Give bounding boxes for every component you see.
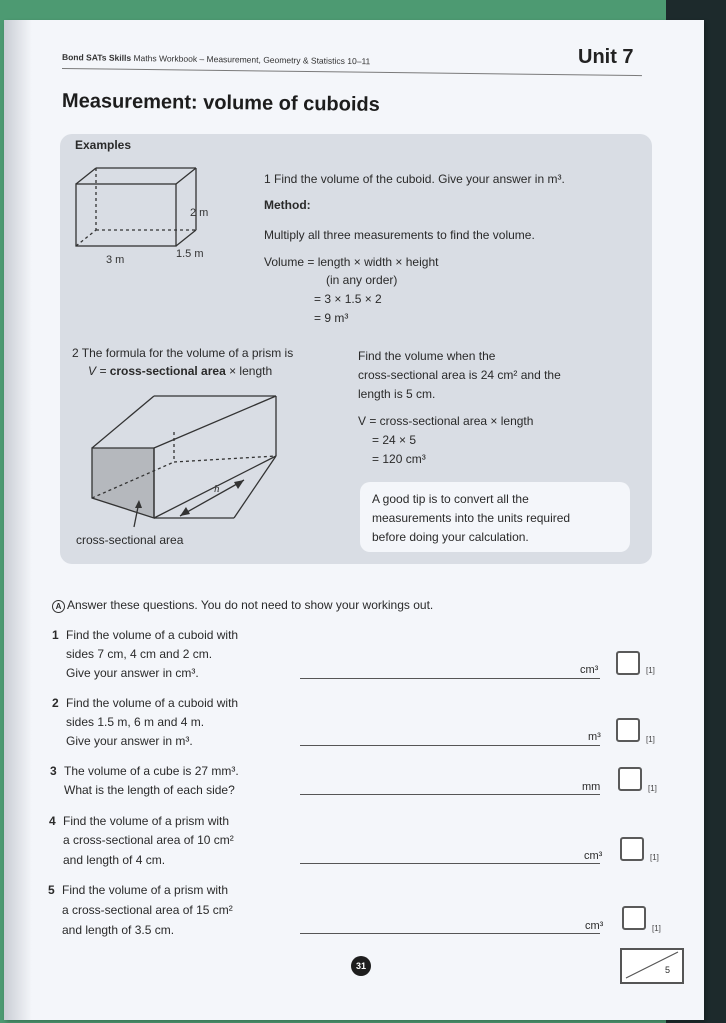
question-4-number: 4 <box>49 814 56 828</box>
unit-label: Unit 7 <box>578 46 634 68</box>
page-number: 31 <box>351 956 371 976</box>
question-3-line-2: What is the length of each side? <box>64 783 235 797</box>
method-label: Method: <box>264 198 311 212</box>
question-3-unit: mm <box>582 781 601 793</box>
question-3-marks: [1] <box>648 784 657 793</box>
question-3-line-1: The volume of a cube is 27 mm³. <box>64 764 239 778</box>
method-text: Multiply all three measurements to find the volume. <box>264 228 535 242</box>
question-1-line-2: sides 7 cm, 4 cm and 2 cm. <box>66 647 213 661</box>
calc-line-2: = 24 × 5 <box>372 433 417 447</box>
mark-box-3[interactable] <box>618 767 642 791</box>
examples-heading: Examples <box>75 138 132 152</box>
question-1-number: 1 <box>52 628 59 642</box>
answer-line-4[interactable] <box>300 863 600 864</box>
prism-formula: V = cross-sectional area × length <box>88 364 273 378</box>
find-line-1: Find the volume when the <box>358 349 496 363</box>
tip-line-1: A good tip is to convert all the <box>372 492 529 506</box>
question-2-unit: m³ <box>588 731 601 743</box>
find-line-3: length is 5 cm. <box>358 387 436 401</box>
question-4-unit: cm³ <box>584 850 603 862</box>
question-2-line-2: sides 1.5 m, 6 m and 4 m. <box>66 715 205 729</box>
answer-line-1[interactable] <box>300 678 600 679</box>
question-5-number: 5 <box>48 883 55 897</box>
find-line-2: cross-sectional area is 24 cm² and the <box>358 368 561 382</box>
question-2-line-1: Find the volume of a cuboid with <box>66 696 239 710</box>
example2-intro: 2 The formula for the volume of a prism is <box>72 346 294 360</box>
mark-box-2[interactable] <box>616 718 640 742</box>
answer-line-2[interactable] <box>300 745 600 746</box>
question-2-number: 2 <box>52 696 59 710</box>
question-4-marks: [1] <box>650 853 659 862</box>
question-1-line-3: Give your answer in cm³. <box>66 666 199 680</box>
question-1-unit: cm³ <box>580 664 599 676</box>
question-1-line-1: Find the volume of a cuboid with <box>66 628 239 642</box>
answer-line-3[interactable] <box>300 794 600 795</box>
question-5-line-1: Find the volume of a prism with <box>62 883 229 897</box>
question-5-unit: cm³ <box>585 920 604 932</box>
question-1-marks: [1] <box>646 666 655 675</box>
question-4-line-1: Find the volume of a prism with <box>63 814 230 828</box>
question-5-line-3: and length of 3.5 cm. <box>62 923 175 937</box>
mark-box-5[interactable] <box>622 906 646 930</box>
section-instruction: A Answer these questions. You do not need to show your workings out. <box>52 596 433 615</box>
cross-section-label: cross-sectional area <box>76 533 184 547</box>
h-label: h <box>214 483 220 495</box>
volume-line-2: (in any order) <box>326 273 398 287</box>
volume-line-1: Volume = length × width × height <box>264 255 439 269</box>
section-marker: A <box>52 600 65 613</box>
answer-line-5[interactable] <box>300 933 600 934</box>
volume-line-3: = 3 × 1.5 × 2 <box>314 292 382 306</box>
score-divider-icon <box>622 950 680 980</box>
calc-line-3: = 120 cm³ <box>372 452 426 466</box>
running-header: Bond SATs Skills Maths Workbook – Measurement, Geometry & Statistics 10–11 <box>61 52 371 67</box>
volume-line-4: = 9 m³ <box>314 311 349 325</box>
question-2-marks: [1] <box>646 735 655 744</box>
question-4-line-3: and length of 4 cm. <box>63 853 166 867</box>
example1-question: 1 Find the volume of the cuboid. Give your answer in m³. <box>264 172 565 186</box>
tip-line-3: before doing your calculation. <box>372 530 529 544</box>
total-score: 5 <box>665 965 671 975</box>
question-5-marks: [1] <box>652 924 661 933</box>
width-label: 1.5 m <box>176 248 204 260</box>
cuboid-diagram <box>68 164 228 274</box>
height-label: 2 m <box>190 207 209 219</box>
tip-line-2: measurements into the units required <box>372 511 571 525</box>
page-title: Measurement: volume of cuboids <box>61 90 380 116</box>
question-4-line-2: a cross-sectional area of 10 cm² <box>63 833 234 847</box>
mark-box-1[interactable] <box>616 651 640 675</box>
mark-box-4[interactable] <box>620 837 644 861</box>
calc-line-1: V = cross-sectional area × length <box>358 414 534 428</box>
prism-diagram <box>84 392 284 532</box>
length-label: 3 m <box>106 254 125 266</box>
question-5-line-2: a cross-sectional area of 15 cm² <box>62 903 233 917</box>
page-fold-shadow <box>4 20 32 1020</box>
question-3-number: 3 <box>50 764 57 778</box>
question-2-line-3: Give your answer in m³. <box>66 734 193 748</box>
